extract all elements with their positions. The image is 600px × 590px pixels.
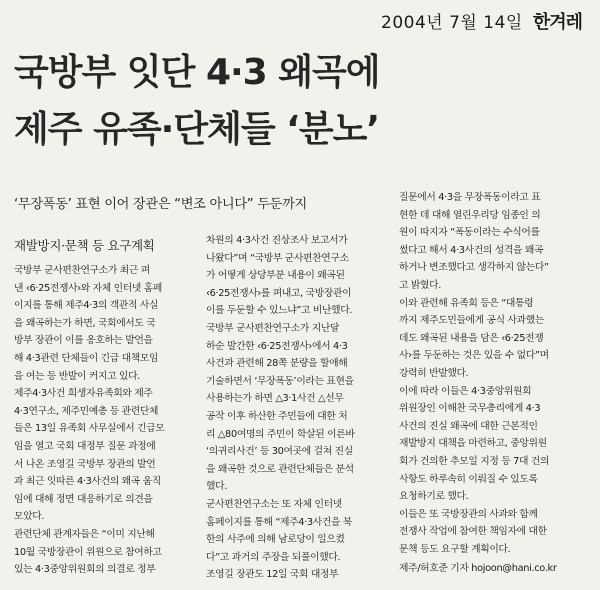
text-line: 나왔다”며 “국방부 군사편찬연구소: [206, 252, 349, 264]
text-line: 있는 4·3중앙위원회의 의결로 정부: [14, 564, 156, 576]
text-line: ‘의귀리사건’ 등 30여곳에 걸쳐 진실: [206, 446, 353, 458]
subheadline: ‘무장폭동’ 표현 이어 장관은 “변조 아니다” 두둔까지: [14, 197, 307, 212]
text-line: 을 왜곡하는가 하면, 국회에서도 국: [14, 317, 156, 329]
text-line: 사›를 두둔하는 것은 있을 수 없다”며: [399, 350, 549, 362]
text-line: 홈페이지를 통해 “제주4·3사건을 북: [206, 516, 353, 528]
text-line: 리 △80여명의 주민이 학살된 이른바: [206, 428, 355, 440]
text-line: 이들은 또 국방장관의 사과와 함께: [399, 508, 538, 520]
headline-line-2: 제주 유족·단체들 ‘분노’: [14, 109, 380, 150]
text-line: 가 어떻게 상당부분 내용이 왜곡된: [206, 270, 345, 282]
text-line: 원이 따지자 “폭동이라는 수식어를: [399, 227, 540, 239]
text-line: 질문에서 4·3을 무장폭동이라고 표: [399, 192, 541, 203]
text-line: 관련단체 관계자들은 “이미 지난해: [14, 528, 155, 540]
text-line: 하순 발간한 ‹6·25전쟁사›에서 4·3: [206, 340, 348, 352]
text-line: 이지를 통해 제주4·3의 객관적 사실: [14, 300, 159, 312]
article-column-3: [399, 189, 589, 578]
text-line: 고 밝혔다.: [399, 279, 441, 291]
text-line: 까지 제주도민들에게 공식 사과했는: [399, 315, 544, 327]
text-line: 낸 ‹6·25전쟁사›와 자체 인터넷 홈페: [14, 282, 162, 294]
text-line: 4·3연구소, 제주민예총 등 관련단체: [14, 405, 159, 417]
text-line: 을 여는 등 반발이 커지고 있다.: [14, 370, 140, 382]
headline-line-1: 국방부 잇단 4·3 왜곡에: [14, 52, 380, 93]
text-line: 국방부 군사편찬연구소가 최근 펴: [14, 265, 150, 276]
text-line: 했다.: [206, 481, 227, 493]
text-line: 데도 왜곡된 내용을 담은 ‹6·25전쟁: [399, 332, 544, 344]
text-line: 공작 이후 하산한 주민들에 대한 처: [206, 410, 348, 422]
text-line: 이에 따라 이들은 4·3중앙위원회: [399, 385, 532, 397]
text-line: 사건과 관련해 28쪽 분량을 할애해: [206, 358, 348, 370]
text-line: ‹6·25전쟁사›를 펴내고, 국방장관이: [206, 287, 352, 299]
text-line: 강력히 반발했다.: [399, 367, 469, 379]
text-line: 임을 열고 국회 대정부 질문 과정에: [14, 440, 156, 452]
text-line: 이를 두둔할 수 있느냐”고 비난했다.: [206, 305, 353, 317]
text-line: 문책 등도 요구할 계획이다.: [399, 543, 511, 555]
text-line: 차원의 4·3사건 진상조사 보고서가: [206, 235, 348, 246]
newspaper-name: 한겨레: [532, 12, 582, 33]
text-line: 국방부 군사편찬연구소가 지난달: [206, 322, 340, 334]
text-line: 썼다고 해서 4·3사건의 성격을 왜곡: [399, 244, 544, 256]
article-column-2: [206, 232, 390, 584]
text-line: 요청하기로 했다.: [399, 491, 469, 503]
text-line: 재발방지 대책을 마련하고, 중앙위원: [399, 438, 547, 450]
text-line: 10월 국방장관이 위원으로 참여하고: [14, 546, 162, 558]
text-line: 사건의 진실 왜곡에 대한 근본적인: [399, 420, 538, 432]
text-line: 다”고 과거의 주장을 되풀이했다.: [206, 551, 341, 563]
text-line: 사항도 하루속히 이뤄질 수 있도록: [399, 473, 538, 485]
publication-date: 2004년 7월 14일: [381, 13, 523, 33]
text-line: 을 왜곡한 것으로 관련단체들은 분석: [206, 463, 354, 475]
text-line: 사용하는가 하면 △3·1사건 △선무: [206, 393, 344, 405]
text-line: 현한 데 대해 열린우리당 임종인 의: [399, 209, 541, 221]
text-line: 기술하면서 ‘무장폭동’이라는 표현을: [206, 375, 354, 387]
byline: 제주/허호준 기자 hojoon@hani.co.kr: [399, 563, 557, 575]
text-line: 전쟁사 작업에 참여한 책임자에 대한: [399, 526, 547, 538]
text-line: 서 나온 조영길 국방부 장관의 발언: [14, 458, 156, 470]
text-line: 임에 대해 정면 대응하기로 의견을: [14, 493, 153, 505]
text-line: 해 4·3관련 단체들이 긴급 대책모임: [14, 352, 159, 364]
text-line: 제주4·3사건 희생자유족회와 제주: [14, 388, 153, 400]
sub-subheadline: 재발방지·문책 등 요구계획: [14, 238, 155, 253]
dateline: [381, 8, 582, 34]
text-line: 한의 사주에 의해 남로당이 일으켰: [206, 534, 345, 546]
article-column-1: [14, 262, 197, 579]
text-line: 모았다.: [14, 511, 45, 523]
text-line: 들은 13일 유족회 사무실에서 긴급모: [14, 423, 165, 435]
text-line: 방부 장관이 이를 옹호하는 발언을: [14, 335, 153, 347]
headline: [14, 44, 586, 158]
text-line: 회가 건의한 추모일 지정 등 7대 건의: [399, 455, 550, 467]
text-line: 과 최근 잇따른 4·3사건의 왜곡 움직: [14, 476, 161, 488]
text-line: 군사편찬연구소는 또 자체 인터넷: [206, 498, 342, 510]
text-line: 하거나 변조했다고 생각하지 않는다”: [399, 262, 549, 274]
text-line: 이와 관련해 유족회 등은 “대통령: [399, 297, 534, 309]
text-line: 위원장인 이해찬 국무총리에게 4·3: [399, 403, 541, 415]
text-line: 조영길 장관도 12일 국회 대정부: [206, 569, 339, 581]
